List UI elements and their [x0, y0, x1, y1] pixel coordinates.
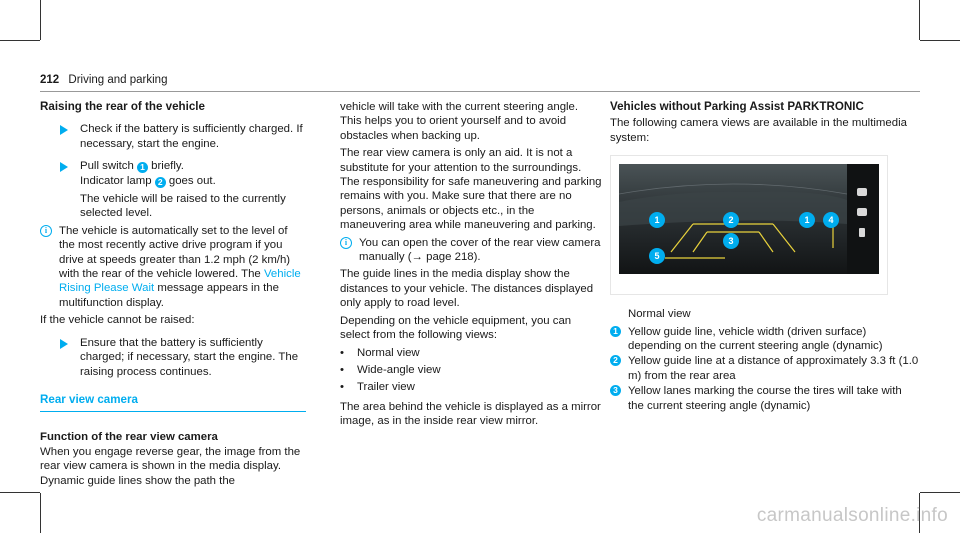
paragraph-views-intro: Depending on the vehicle equipment, you can select from the following views: [340, 314, 572, 342]
heading-raising: Raising the rear of the vehicle [40, 100, 205, 113]
camera-image-frame [610, 155, 888, 295]
step-check-battery: Check if the battery is sufficiently charged. If necessary, start the engine. [40, 122, 306, 151]
camera-image [619, 164, 879, 274]
subheading-function: Function of the rear view camera [40, 431, 218, 444]
callout-label: 1 [654, 215, 660, 226]
crop-mark [0, 40, 40, 41]
arrow-right-icon: → [411, 251, 423, 264]
triangle-right-icon [60, 162, 68, 172]
caption-item: 1 Yellow guide line, vehicle width (driven surface) depending on the current steering angle (dynamic) [610, 325, 920, 354]
header-rule [40, 91, 920, 92]
callout-2: 2 [610, 355, 621, 366]
crop-mark [920, 492, 960, 493]
display-message: Vehicle Rising Please Wait [59, 268, 301, 295]
list-item: • Wide-angle view [340, 363, 602, 377]
page-number: 212 [40, 74, 60, 86]
triangle-right-icon [60, 125, 68, 135]
step-ensure-battery: Ensure that the battery is sufficiently charged; if necessary, start the engine. The raising process continues. [40, 336, 306, 379]
page-reference[interactable]: page 218 [426, 251, 474, 264]
camera-side-panel [847, 164, 879, 274]
column-middle [340, 100, 602, 431]
callout-label: 3 [728, 236, 734, 247]
caption-list [610, 307, 920, 413]
paragraph-mirror: The area behind the vehicle is displayed as a mirror image, as in the inside rear view mirror. [340, 400, 601, 428]
crop-mark [919, 0, 920, 40]
column-right [610, 100, 920, 414]
section-title-rear-view-camera: Rear view camera [40, 393, 306, 412]
step-pull-switch: Pull switch 1 briefly. Indicator lamp 2 goes out. The vehicle will be raised to the currently selected level. [40, 159, 306, 221]
callout-label: 5 [654, 251, 660, 262]
callout-label: 4 [828, 215, 834, 226]
camera-icon [857, 208, 867, 216]
parking-sensor-icon [857, 188, 867, 196]
crop-mark [0, 492, 40, 493]
callout-label: 2 [728, 215, 734, 226]
cannot-raise-text: If the vehicle cannot be raised: [40, 314, 195, 327]
callout-1: 1 [137, 162, 148, 173]
caption-title: Normal view [628, 308, 691, 321]
list-item: • Normal view [340, 346, 602, 360]
callout-2: 2 [155, 177, 166, 188]
heading-vehicles-without-parktronic: Vehicles without Parking Assist PARKTRONIC [610, 100, 864, 113]
page-header [40, 74, 167, 86]
info-icon: i [340, 237, 352, 249]
paragraph-aid: The rear view camera is only an aid. It is not a substitute for your attention to the surroundings. The responsibility for safe maneuvering and parking remains with you. Make sure that there are no persons, animals or objects etc., in the maneuvering area while maneuvering and parking. [340, 147, 602, 232]
callout-1: 1 [610, 326, 621, 337]
caption-item: 3 Yellow lanes marking the course the tires will take with the current steering angle (dynamic) [610, 384, 920, 413]
crop-mark [920, 40, 960, 41]
caption-item: 2 Yellow guide line at a distance of approximately 3.3 ft (1.0 m) from the rear area [610, 354, 920, 383]
crop-mark [40, 493, 41, 533]
watermark: carmanualsonline.info [756, 505, 948, 526]
paragraph-views-available: The following camera views are available in the multimedia system: [610, 117, 907, 144]
views-list [340, 346, 602, 395]
triangle-right-icon [60, 339, 68, 349]
list-item: • Trailer view [340, 380, 602, 394]
section-name: Driving and parking [68, 74, 168, 86]
trailer-icon [859, 228, 865, 237]
function-text: When you engage reverse gear, the image from the rear view camera is shown in the media display. Dynamic guide lines show the path the [40, 445, 301, 487]
crop-mark [40, 0, 41, 40]
note-auto-level: i The vehicle is automatically set to the level of the most recently active drive program if you drive at speeds greater than 1.2 mph (2 km/h) with the rear of the vehicle lowered. The Vehicle Rising Please Wait message appears in the multifunction display. [40, 224, 306, 310]
info-icon: i [40, 225, 52, 237]
callout-3: 3 [610, 385, 621, 396]
callout-label: 1 [804, 215, 810, 226]
column-left [40, 100, 306, 490]
note-cover: i You can open the cover of the rear view camera manually (→ page 218). [340, 236, 602, 265]
paragraph-guide-lines: The guide lines in the media display show the distances to your vehicle. The distances displayed only apply to road level. [340, 268, 594, 310]
paragraph-path: vehicle will take with the current steering angle. This helps you to orient yourself and to avoid obstacles when backing up. [340, 101, 579, 142]
